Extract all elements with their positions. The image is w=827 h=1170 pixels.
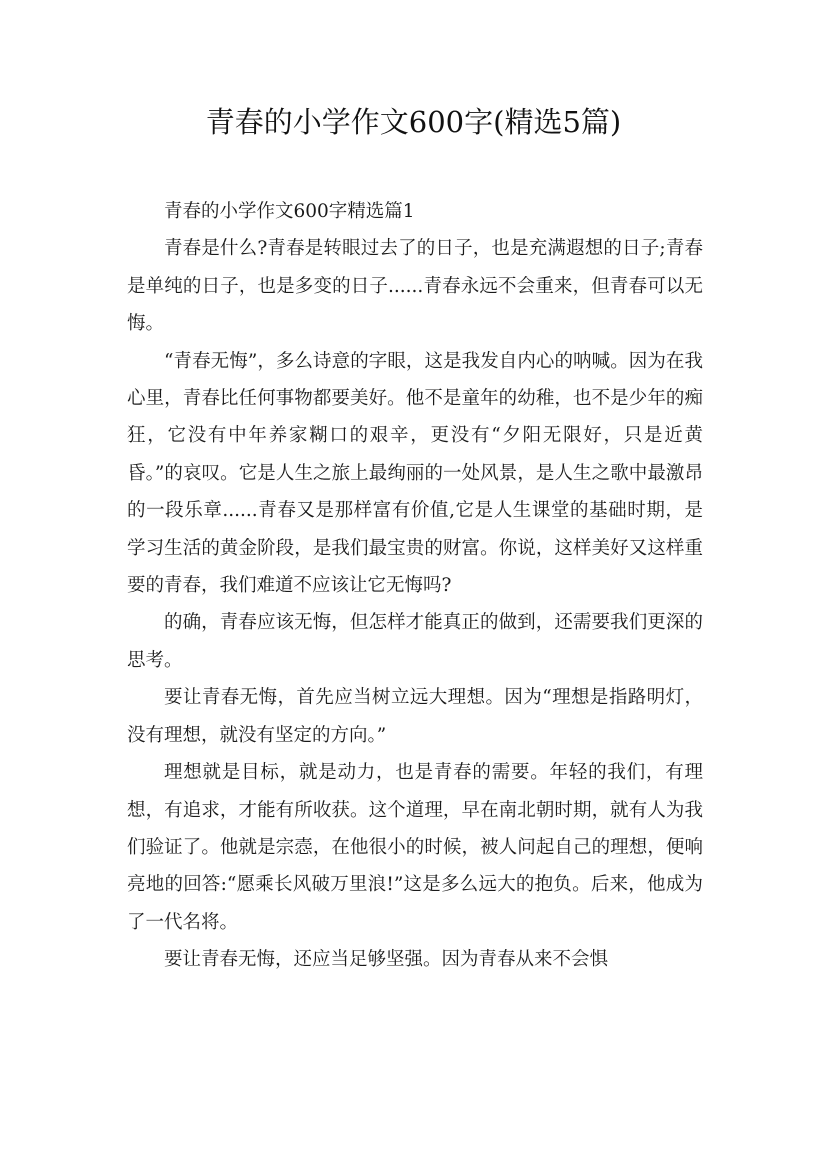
paragraph-3: 的确，青春应该无悔，但怎样才能真正的做到，还需要我们更深的思考。 <box>127 612 703 671</box>
paragraph-5: 理想就是目标，就是动力，也是青春的需要。年轻的我们，有理想，有追求，才能有所收获。这个道理，早在南北朝时期，就有人为我们验证了。他就是宗悫，在他很小的时候，被人问起自己的理想，便响亮地的回答:“愿乘长风破万里浪!”这是多么远大的抱负。后来，他成为了一代名将。 <box>127 762 703 933</box>
document-title: 青春的小学作文600字(精选5篇) <box>205 105 622 139</box>
paragraph-6: 要让青春无悔，还应当足够坚强。因为青春从来不会惧 <box>164 949 609 971</box>
paragraph-2: “青春无悔”，多么诗意的字眼，这是我发自内心的呐喊。因为在我心里，青春比任何事物都要美好。他不是童年的幼稚，也不是少年的痴狂，它没有中年养家糊口的艰辛，更没有“夕阳无限好，只是近黄昏。”的哀叹。它是人生之旅上最绚丽的一处风景，是人生之歌中最激昂的一段乐章......青春又是那样富有价值,它是人生课堂的基础时期，是学习生活的黄金阶段，是我们最宝贵的财富。你说，这样美好又这样重要的青春，我们难道不应该让它无悔吗? <box>127 350 703 597</box>
paragraph-4: 要让青春无悔，首先应当树立远大理想。因为“理想是指路明灯，没有理想，就没有坚定的方向。” <box>127 687 703 746</box>
document-body <box>127 193 703 979</box>
paragraph-1: 青春是什么?青春是转眼过去了的日子，也是充满遐想的日子;青春是单纯的日子，也是多变的日子......青春永远不会重来，但青春可以无悔。 <box>127 238 703 335</box>
section-heading: 青春的小学作文600字精选篇1 <box>164 201 415 222</box>
